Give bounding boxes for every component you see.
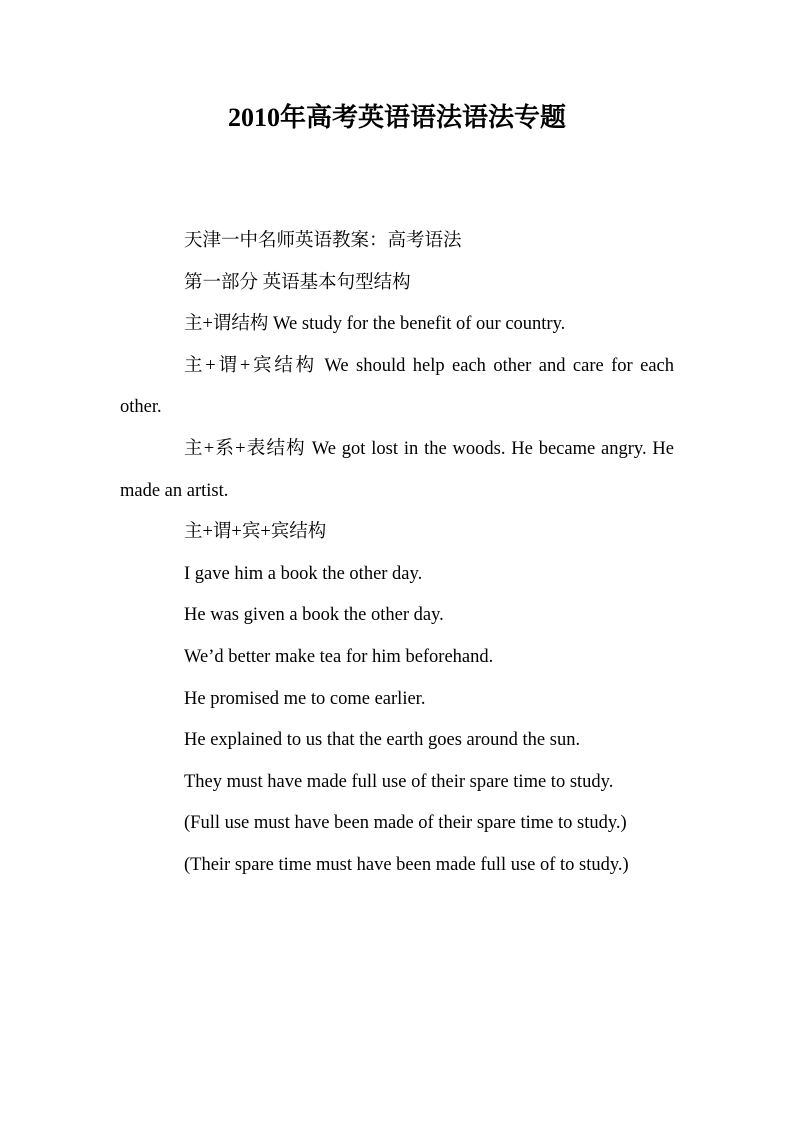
paragraph-example-7: (Full use must have been made of their spare time to study.) — [184, 813, 627, 834]
paragraph-example-4: He promised me to come earlier. — [184, 688, 426, 709]
paragraph-sv-structure: 主+谓结构 We study for the benefit of our country. — [184, 314, 566, 335]
paragraph-example-8: (Their spare time must have been made full use of to study.) — [184, 854, 629, 875]
paragraph-svoo-heading: 主+谓+宾+宾结构 — [184, 522, 327, 543]
paragraph-part-heading: 第一部分 英语基本句型结构 — [184, 272, 411, 293]
paragraph-svc-structure: 主+系+表结构 We got lost in the woods. He became angry. He made an artist. — [120, 438, 674, 501]
document-title: 2010年高考英语语法语法专题 — [227, 103, 566, 132]
document-body — [120, 221, 674, 887]
paragraph-example-3: We’d better make tea for him beforehand. — [184, 646, 494, 667]
paragraph-example-2: He was given a book the other day. — [184, 605, 444, 626]
paragraph-svo-structure: 主+谓+宾结构 We should help each other and care for each other. — [120, 355, 674, 418]
paragraph-source: 天津一中名师英语教案：高考语法 — [184, 231, 462, 251]
paragraph-example-6: They must have made full use of their spare time to study. — [184, 771, 614, 792]
paragraph-example-5: He explained to us that the earth goes around the sun. — [184, 730, 581, 751]
paragraph-example-1: I gave him a book the other day. — [184, 563, 423, 584]
